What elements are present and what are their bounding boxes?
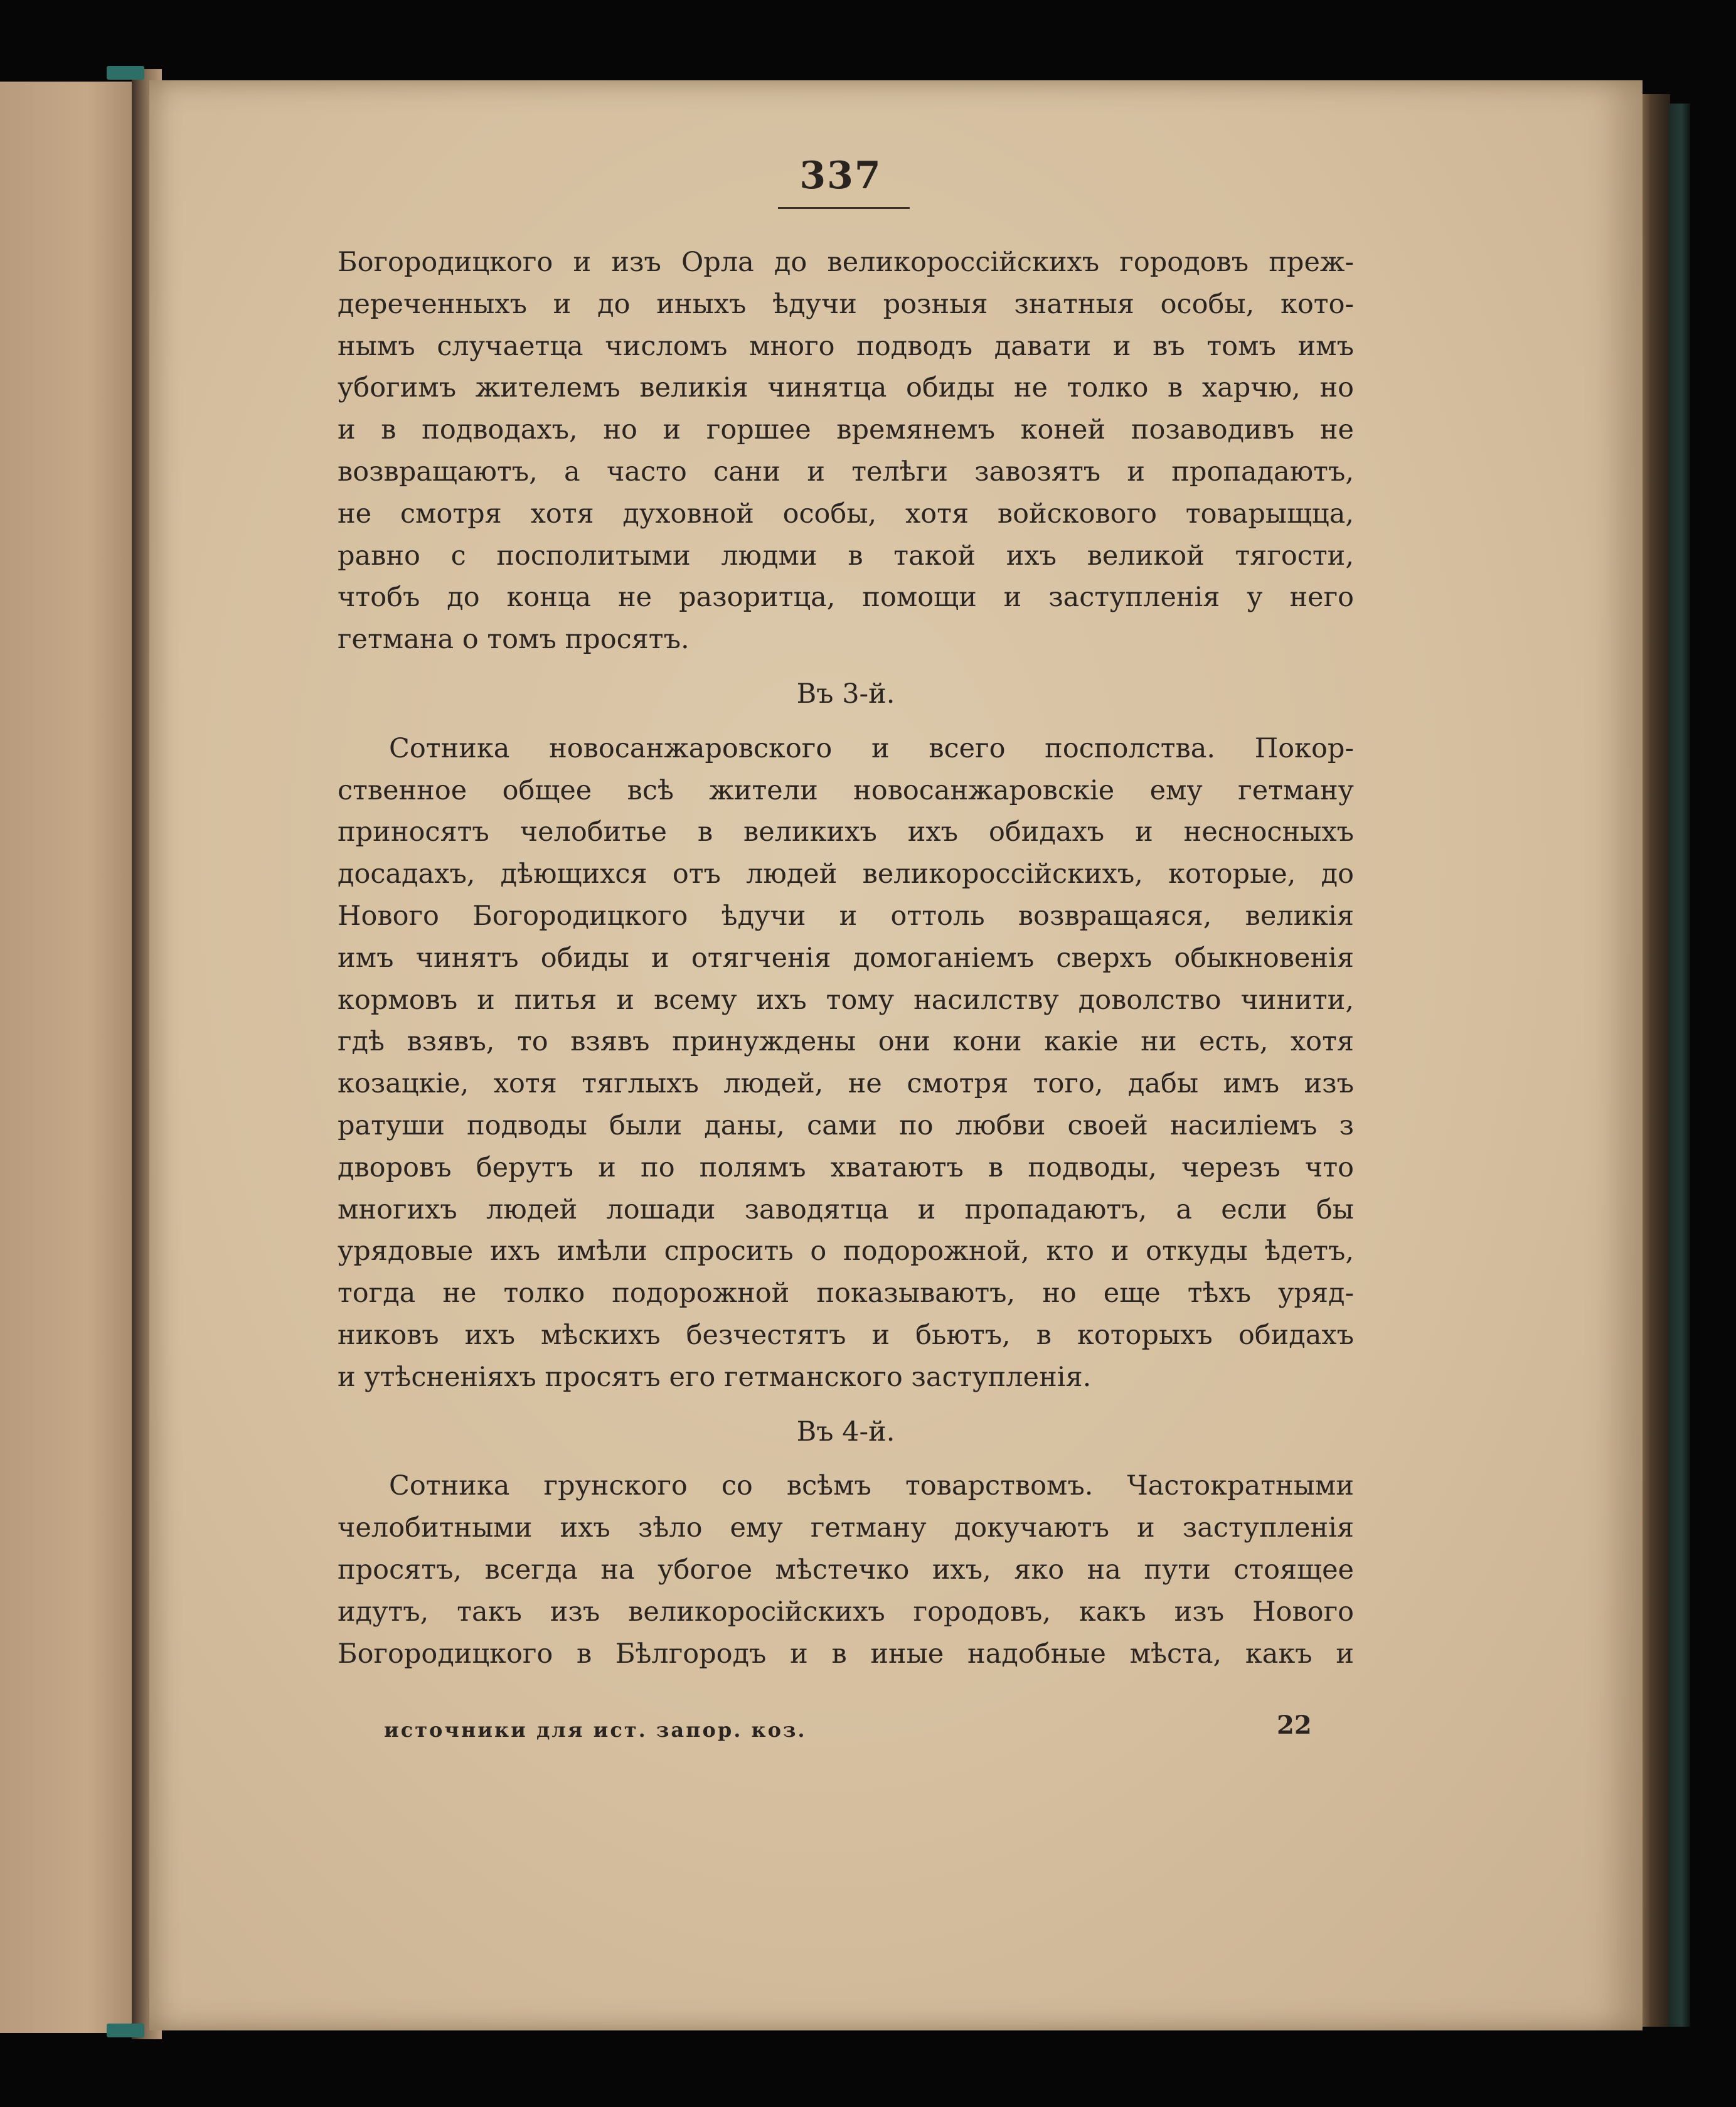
section-heading-4: Въ 4-й. (796, 1416, 895, 1448)
text-line: дереченныхъ и до иныхъ ѣдучи розныя знатныя особы, кото- (338, 288, 1354, 320)
text-line: гетмана о томъ просятъ. (338, 624, 690, 656)
text-line: досадахъ, дѣющихся отъ людей великороссійскихъ, которые, до (338, 858, 1354, 890)
text-line: приносятъ челобитье в великихъ ихъ обидахъ и несносныхъ (338, 816, 1354, 848)
binding-thread-bottom (107, 2024, 144, 2037)
text-line: идутъ, такъ изъ великоросійскихъ городовъ, какъ изъ Нового (338, 1596, 1354, 1628)
text-line: ственное общее всѣ жители новосанжаровскіе ему гетману (338, 774, 1354, 806)
text-line: урядовые ихъ имѣли спросить о подорожной, кто и откуды ѣдетъ, (338, 1235, 1354, 1267)
text-line: и в подводахъ, но и горшее времянемъ коней позаводивъ не (338, 414, 1354, 446)
footer-signature: источники для ист. запор. коз. (384, 1718, 807, 1742)
text-line: гдѣ взявъ, то взявъ принуждены они кони какіе ни есть, хотя (338, 1026, 1354, 1058)
book-cover-edge (1669, 104, 1690, 2027)
text-line: ратуши подводы были даны, сами по любви своей насиліемъ з (338, 1109, 1354, 1141)
text-line: Богородицкого в Бѣлгородъ и в иные надобные мѣста, какъ и (338, 1638, 1354, 1670)
text-line: Нового Богородицкого ѣдучи и оттоль возвращаяся, великія (338, 900, 1354, 932)
text-line: дворовъ берутъ и по полямъ хватаютъ в подводы, черезъ что (338, 1151, 1354, 1183)
text-line: многихъ людей лошади заводятца и пропадаютъ, а если бы (338, 1193, 1354, 1225)
paragraph-1 (338, 242, 1354, 661)
paragraph-4 (338, 1465, 1354, 1675)
text-line: никовъ ихъ мѣскихъ безчестятъ и бьютъ, в которыхъ обидахъ (338, 1319, 1354, 1351)
text-line: возвращаютъ, а часто сани и телѣги завозятъ и пропадаютъ, (338, 456, 1354, 488)
binding-thread-top (107, 66, 144, 80)
text-line: и утѣсненіяхъ просятъ его гетманского заступленія. (338, 1361, 1092, 1393)
footer-sheet-number: 22 (1277, 1710, 1312, 1740)
section-heading-3: Въ 3-й. (796, 678, 895, 710)
text-line: козацкіе, хотя тяглыхъ людей, не смотря того, дабы имъ изъ (338, 1068, 1354, 1100)
text-line: Богородицкого и изъ Орла до великороссійскихъ городовъ преж- (338, 247, 1354, 278)
text-line: равно с посполитыми людми в такой ихъ великой тягости, (338, 540, 1354, 572)
page-number: 337 (799, 154, 882, 198)
page-body (338, 242, 1354, 1675)
text-line: кормовъ и питья и всему ихъ тому насилству доволство чинити, (338, 984, 1354, 1016)
text-line: Сотника новосанжаровского и всего посполства. Покор- (389, 732, 1354, 764)
text-line: убогимъ жителемъ великія чинятца обиды не толко в харчю, но (338, 372, 1354, 404)
page-stack-edge (1639, 94, 1670, 2027)
text-line: просятъ, всегда на убогое мѣстечко ихъ, яко на пути стоящее (338, 1554, 1354, 1586)
text-line: чтобъ до конца не разоритца, помощи и заступленія у него (338, 582, 1354, 614)
text-line: тогда не толко подорожной показываютъ, но еще тѣхъ уряд- (338, 1278, 1354, 1310)
text-line: не смотря хотя духовной особы, хотя войскового товарыщца, (338, 498, 1354, 530)
text-line: Сотника грунского со всѣмъ товарствомъ. Частократными (389, 1470, 1354, 1502)
paragraph-3 (338, 728, 1354, 1399)
header-rule (778, 207, 910, 209)
text-line: нымъ случаетца числомъ много подводъ давати и въ томъ имъ (338, 330, 1354, 362)
text-line: челобитными ихъ зѣло ему гетману докучаютъ и заступленія (338, 1512, 1354, 1544)
left-page-edge (0, 82, 146, 2033)
text-line: имъ чинятъ обиды и отягченія домоганіемъ сверхъ обыкновенія (338, 942, 1354, 974)
